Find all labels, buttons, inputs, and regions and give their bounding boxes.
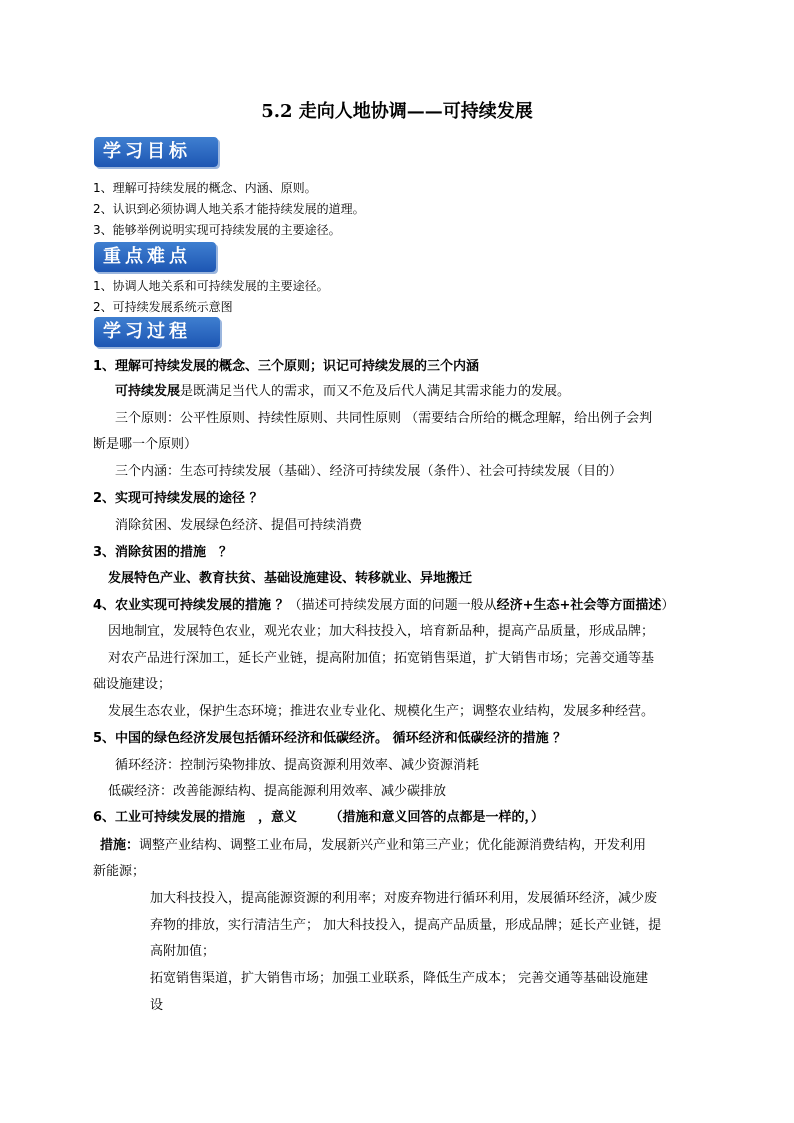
banner-key-points: 重点难点 xyxy=(94,242,216,272)
section-4-line-2: 对农产品进行深加工，延长产业链，提高附加值；拓宽销售渠道，扩大销售市场；完善交通等基 xyxy=(108,651,655,666)
section-4-line-4: 发展生态农业，保护生态环境；推进农业专业化、规模化生产；调整农业结构，发展多种经营。 xyxy=(108,704,655,719)
keypoint-item-2: 2、可持续发展系统示意图 xyxy=(93,300,233,314)
keypoint-item-1: 1、协调人地关系和可持续发展的主要途径。 xyxy=(93,279,329,293)
section-4-line-3: 础设施建设； xyxy=(93,677,172,692)
section-6-line-1 xyxy=(100,834,704,853)
section-5-heading: 5、中国的绿色经济发展包括循环经济和低碳经济。 循环经济和低碳经济的措施 ？ xyxy=(93,731,567,746)
section-6-line-3: 加大科技投入，提高能源资源的利用率；对废弃物进行循环利用，发展循环经济，减少废 xyxy=(150,891,658,906)
section-3-heading: 3、消除贫困的措施 ？ xyxy=(93,545,233,560)
measures-text: 调整产业结构、调整工业布局，发展新兴产业和第三产业；优化能源消费结构，开发利用 xyxy=(139,838,647,853)
section-6-line-4: 弃物的排放，实行清洁生产； 加大科技投入，提高产品质量，形成品牌；延长产业链，提 xyxy=(150,918,662,933)
connotations-line: 三个内涵：生态可持续发展（基础）、经济可持续发展（条件）、社会可持续发展（目的） xyxy=(115,464,623,479)
section-4-line-1: 因地制宜，发展特色农业，观光农业；加大科技投入，培育新品种，提高产品质量，形成品牌； xyxy=(108,624,655,639)
section-6-line-7: 设 xyxy=(150,998,164,1013)
section-6-line-2: 新能源； xyxy=(93,864,146,879)
section-5-line-1: 循环经济：控制污染物排放、提高资源利用效率、减少资源消耗 xyxy=(115,758,480,773)
section-4-heading-line xyxy=(93,594,704,613)
section-3-text: 发展特色产业、教育扶贫、基础设施建设、转移就业、异地搬迁 xyxy=(108,571,473,586)
section-4-heading: 4、农业实现可持续发展的措施 ？ xyxy=(93,598,289,613)
sustainable-definition xyxy=(115,380,704,399)
page-title: 5.2 走向人地协调——可持续发展 xyxy=(261,101,533,122)
section-4-note-bold: 经济+生态+社会等方面描述 xyxy=(496,598,662,613)
section-2-text: 消除贫困、发展绿色经济、提倡可持续消费 xyxy=(115,518,363,533)
principles-line-1: 三个原则：公平性原则、持续性原则、共同性原则 （需要结合所给的概念理解，给出例子会判 xyxy=(115,411,653,426)
goal-item-1: 1、理解可持续发展的概念、内涵、原则。 xyxy=(93,181,317,195)
section-4-note-pre: （描述可持续发展方面的问题一般从 xyxy=(288,598,497,613)
goal-item-2: 2、认识到必须协调人地关系才能持续发展的道理。 xyxy=(93,202,365,216)
banner-learning-process: 学习过程 xyxy=(94,317,220,347)
principles-line-2: 断是哪一个原则） xyxy=(93,437,198,452)
goal-item-3: 3、能够举例说明实现可持续发展的主要途径。 xyxy=(93,223,341,237)
section-4-note-post: ） xyxy=(661,598,675,613)
section-1-heading: 1、理解可持续发展的概念、三个原则；识记可持续发展的三个内涵 xyxy=(93,359,480,374)
measures-label: 措施： xyxy=(100,838,140,853)
banner-learning-goals: 学习目标 xyxy=(94,137,218,167)
section-5-line-2: 低碳经济：改善能源结构、提高能源利用效率、减少碳排放 xyxy=(108,784,447,799)
section-6-line-5: 高附加值； xyxy=(150,944,216,959)
definition-term: 可持续发展 xyxy=(115,384,181,399)
definition-text: 是既满足当代人的需求，而又不危及后代人满足其需求能力的发展。 xyxy=(180,384,571,399)
section-6-line-6: 拓宽销售渠道，扩大销售市场；加强工业联系，降低生产成本； 完善交通等基础设施建 xyxy=(150,971,649,986)
section-2-heading: 2、实现可持续发展的途径 ？ xyxy=(93,491,263,506)
section-6-heading: 6、工业可持续发展的措施 ，意义 （措施和意义回答的点都是一样的，） xyxy=(93,810,545,825)
